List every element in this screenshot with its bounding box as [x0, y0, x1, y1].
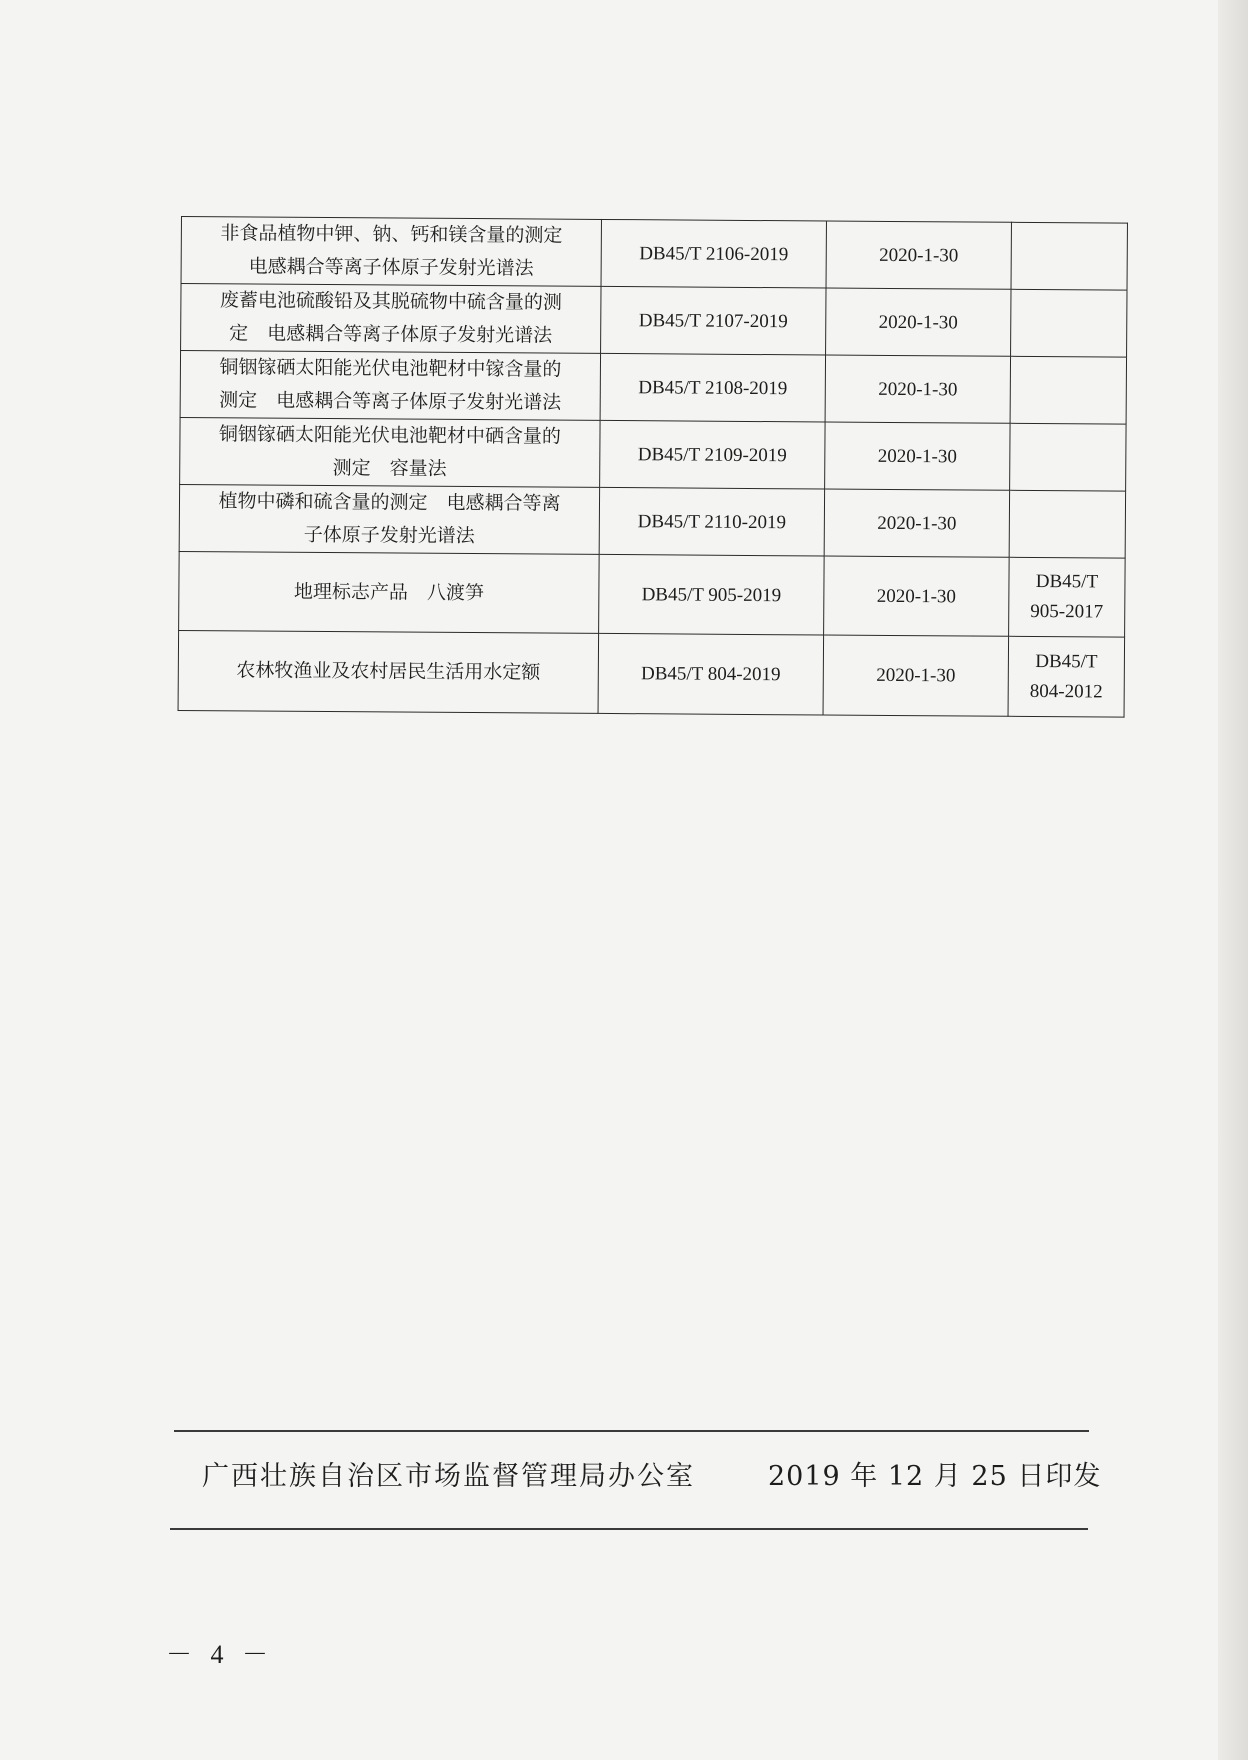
replaced-standard: [1011, 222, 1127, 290]
standard-code: DB45/T 905-2019: [599, 554, 825, 635]
standard-code: DB45/T 2109-2019: [600, 420, 825, 489]
table-row: [181, 284, 1127, 358]
standard-name: 农林牧渔业及农村居民生活用水定额: [178, 630, 599, 713]
effective-date: 2020-1-30: [824, 556, 1010, 636]
standards-table: [178, 216, 1128, 718]
standard-code: DB45/T 2107-2019: [601, 286, 826, 355]
effective-date: 2020-1-30: [825, 355, 1010, 423]
standard-code: DB45/T 2106-2019: [601, 219, 826, 288]
table-row: [181, 217, 1127, 291]
effective-date: 2020-1-30: [824, 489, 1009, 557]
effective-date: 2020-1-30: [826, 288, 1011, 356]
standard-name: 废蓄电池硫酸铅及其脱硫物中硫含量的测 定 电感耦合等离子体原子发射光谱法: [181, 284, 601, 354]
footer-bottom-rule: [170, 1528, 1088, 1530]
footer-top-rule: [174, 1430, 1089, 1432]
standard-name: 地理标志产品 八渡笋: [179, 551, 600, 633]
issuing-office: 广西壮族自治区市场监督管理局办公室: [202, 1461, 695, 1492]
standard-name: 铜铟镓硒太阳能光伏电池靶材中镓含量的 测定 电感耦合等离子体原子发射光谱法: [180, 351, 600, 421]
effective-date: 2020-1-30: [823, 635, 1009, 716]
replaced-standard: DB45/T 804-2012: [1008, 636, 1125, 717]
standard-name: 铜铟镓硒太阳能光伏电池靶材中硒含量的 测定 容量法: [180, 417, 600, 487]
replaced-standard: [1010, 356, 1126, 424]
table-row: [179, 484, 1125, 558]
table-row: [180, 351, 1126, 425]
standard-code: DB45/T 2110-2019: [599, 487, 824, 556]
replaced-standard: [1010, 423, 1126, 491]
effective-date: 2020-1-30: [826, 221, 1011, 289]
page-number: － 4 －: [166, 1640, 275, 1669]
table-row: [179, 551, 1126, 637]
issue-date: 2019 年 12 月 25 日印发: [768, 1461, 1102, 1492]
effective-date: 2020-1-30: [825, 422, 1010, 490]
table-row: [180, 417, 1126, 491]
replaced-standard: [1009, 490, 1125, 558]
replaced-standard: [1011, 289, 1127, 357]
standard-name: 植物中磷和硫含量的测定 电感耦合等离 子体原子发射光谱法: [179, 484, 599, 554]
replaced-standard: DB45/T 905-2017: [1009, 557, 1126, 637]
page-edge: [1218, 0, 1248, 1760]
standard-code: DB45/T 2108-2019: [600, 353, 825, 422]
table-row: [178, 630, 1125, 717]
standard-name: 非食品植物中钾、钠、钙和镁含量的测定 电感耦合等离子体原子发射光谱法: [181, 217, 601, 287]
standard-code: DB45/T 804-2019: [598, 633, 824, 715]
